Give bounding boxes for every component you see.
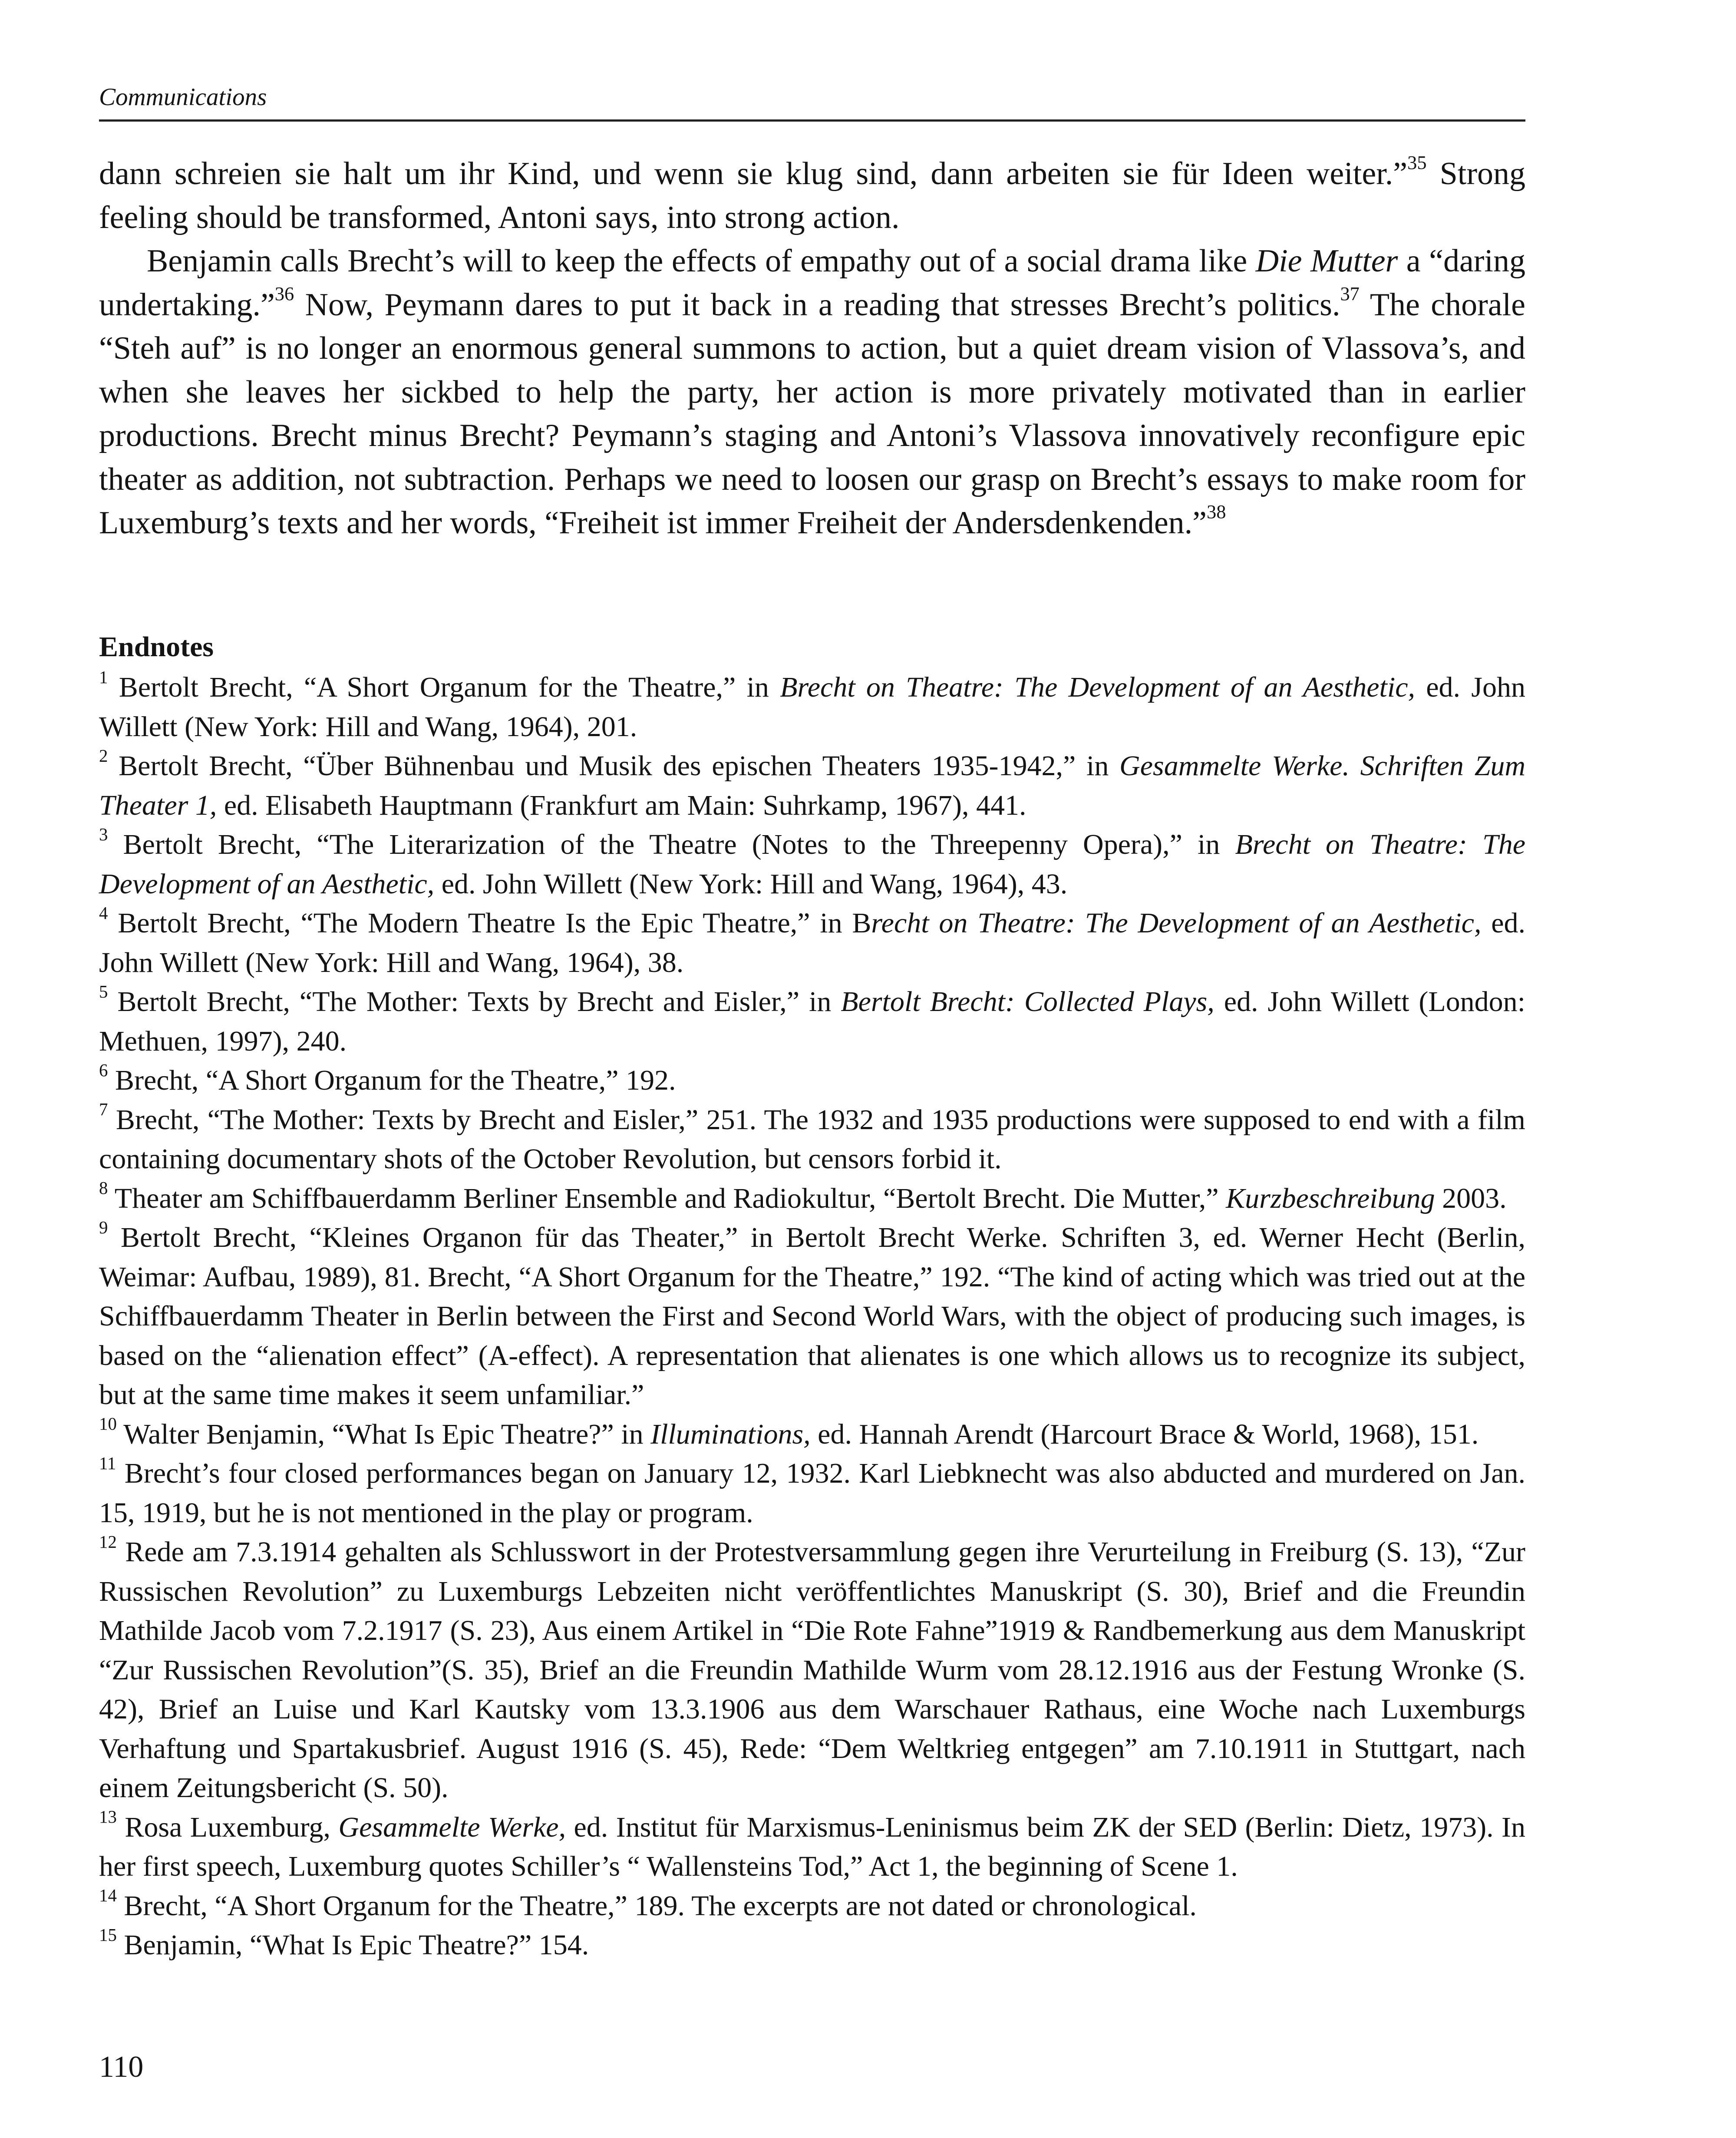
footnote-ref: 35 bbox=[1407, 152, 1427, 174]
endnote-item: $^1$ Bertolt Brecht, “A Short Organum for the Theatre,” in Brecht on Theatre: The Development of an Aesthetic, ed. John Willett (New York: Hill and Wang, 1964), 201. bbox=[99, 667, 1525, 743]
endnote-item: $^2$ Bertolt Brecht, “Über Bühnenbau und Musik des epischen Theaters 1935-1942,” in Gesammelte Werke. Schriften Zum Theater 1, ed. Elisabeth Hauptmann (Frankfurt am Main: Suhrkamp, 1967), 441. bbox=[99, 746, 1525, 821]
page-number: 110 bbox=[99, 2050, 144, 2084]
footnote-ref: 37 bbox=[1340, 282, 1360, 304]
running-header: Communications bbox=[99, 83, 267, 111]
endnote-item: $^{11}$ Brecht’s four closed performances began on January 12, 1932. Karl Liebknecht was also abducted and murdered on Jan. 15, 1919, but he is not mentioned in the play or program. bbox=[99, 1453, 1525, 1529]
endnote-item: $^{10}$ Walter Benjamin, “What Is Epic Theatre?” in Illuminations, ed. Hannah Arendt (Harcourt Brace & World, 1968), 151. bbox=[99, 1414, 1479, 1450]
endnote-item: $^{13}$ Rosa Luxemburg, Gesammelte Werke, ed. Institut für Marxismus-Leninismus beim ZK der SED (Berlin: Dietz, 1973). In her first speech, Luxemburg quotes Schiller’s “ Wallensteins Tod,” Act 1, the beginning of Scene 1. bbox=[99, 1807, 1525, 1882]
endnote-item: $^9$ Bertolt Brecht, “Kleines Organon für das Theater,” in Bertolt Brecht Werke. Schriften 3, ed. Werner Hecht (Berlin, Weimar: Aufbau, 1989), 81. Brecht, “A Short Organum for the Theatre,” 192. “The kind of acting which was tried out at the Schiffbauerdamm Theater in Berlin between the First and Second World Wars, with the object of producing such images, is based on the “alienation effect” (A-effect). A representation that alienates is one which allows us to recognize its subject, but at the same time makes it seem unfamiliar.” bbox=[99, 1217, 1525, 1411]
endnote-item: $^6$ Brecht, “A Short Organum for the Theatre,” 192. bbox=[99, 1060, 676, 1096]
endnote-item: $^{15}$ Benjamin, “What Is Epic Theatre?” 154. bbox=[99, 1925, 589, 1961]
main-body-text bbox=[99, 152, 1525, 545]
footnote-ref: 36 bbox=[274, 282, 294, 304]
footnote-ref: 38 bbox=[1207, 501, 1226, 523]
body-paragraph-2: Benjamin calls Brecht’s will to keep the effects of empathy out of a social drama like Die Mutter a “daring undertaking.”$^{36}$ Now, Peymann dares to put it back in a reading that stresses Brecht’s politics.$^{37}$ The chorale “Steh auf” is no longer an enormous general summons to action, but a quiet dream vision of Vlassova’s, and when she leaves her sickbed to help the party, her action is more privately motivated than in earlier productions. Brecht minus Brecht? Peymann’s staging and Antoni’s Vlassova innovatively reconfigure epic theater as addition, not subtraction. Perhaps we need to loosen our grasp on Brecht’s essays to make room for Luxemburg’s texts and her words, “Freiheit ist immer Freiheit der Andersdenkenden.”$^{38}$ bbox=[99, 243, 1525, 541]
endnote-item: $^7$ Brecht, “The Mother: Texts by Brecht and Eisler,” 251. The 1932 and 1935 productions were supposed to end with a film containing documentary shots of the October Revolution, but censors forbid it. bbox=[99, 1100, 1525, 1175]
header-divider bbox=[99, 119, 1525, 122]
endnote-item: $^4$ Bertolt Brecht, “The Modern Theatre Is the Epic Theatre,” in Brecht on Theatre: The Development of an Aesthetic, ed. John Willett (New York: Hill and Wang, 1964), 38. bbox=[99, 903, 1526, 978]
endnote-item: $^{12}$ Rede am 7.3.1914 gehalten als Schlusswort in der Protestversammlung gegen ihre Verurteilung in Freiburg (S. 13), “Zur Russischen Revolution” zu Luxemburgs Lebzeiten nicht veröffentlichtes Manuskript (S. 30), Brief and die Freundin Mathilde Jacob vom 7.2.1917 (S. 23), Aus einem Artikel in “Die Rote Fahne”1919 & Randbemerkung aus dem Manuskript “Zur Russischen Revolution”(S. 35), Brief an die Freundin Mathilde Wurm vom 28.12.1916 aus der Festung Wronke (S. 42), Brief an Luise und Karl Kautsky vom 13.3.1906 aus dem Warschauer Rathaus, eine Woche nach Luxemburgs Verhaftung und Spartakusbrief. August 1916 (S. 45), Rede: “Dem Weltkrieg entgegen” am 7.10.1911 in Stuttgart, nach einem Zeitungsbericht (S. 50). bbox=[99, 1532, 1525, 1804]
endnotes-heading: Endnotes bbox=[99, 631, 214, 663]
endnote-item: $^{14}$ Brecht, “A Short Organum for the Theatre,” 189. The excerpts are not dated or chronological. bbox=[99, 1886, 1197, 1922]
endnotes-list bbox=[99, 668, 1525, 1965]
endnote-item: $^3$ Bertolt Brecht, “The Literarization of the Theatre (Notes to the Threepenny Opera),” in Brecht on Theatre: The Development of an Aesthetic, ed. John Willett (New York: Hill and Wang, 1964), 43. bbox=[99, 824, 1525, 900]
endnote-item: $^5$ Bertolt Brecht, “The Mother: Texts by Brecht and Eisler,” in Bertolt Brecht: Collected Plays, ed. John Willett (London: Methuen, 1997), 240. bbox=[99, 981, 1525, 1057]
body-paragraph-1: dann schreien sie halt um ihr Kind, und wenn sie klug sind, dann arbeiten sie für Ideen weiter.”$^{35}$ Strong feeling should be transformed, Antoni says, into strong action. bbox=[99, 152, 1526, 235]
endnote-item: $^8$ Theater am Schiffbauerdamm Berliner Ensemble and Radiokultur, “Bertolt Brecht. Die Mutter,” Kurzbeschreibung 2003. bbox=[99, 1178, 1507, 1214]
